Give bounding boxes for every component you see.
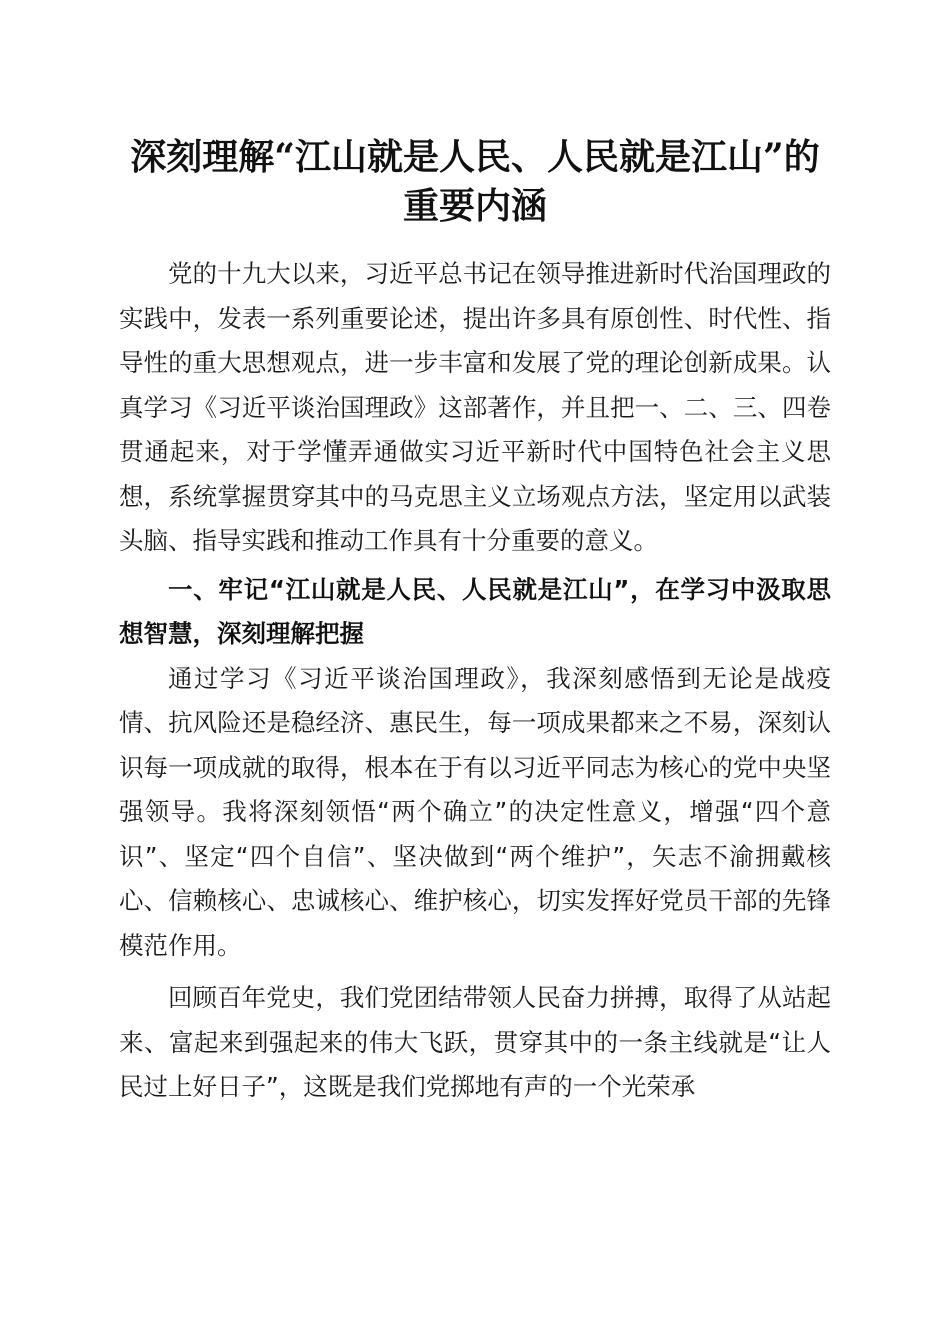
paragraph-intro: 党的十九大以来，习近平总书记在领导推进新时代治国理政的实践中，发表一系列重要论述，提出许多具有原创性、时代性、指导性的重大思想观点，进一步丰富和发展了党的理论创新成果。认真学习《习近平谈治国理政》这部著作，并且把一、二、三、四卷贯通起来，对于学懂弄通做实习近平新时代中国特色社会主义思想，系统掌握贯穿其中的马克思主义立场观点方法，坚定用以武装头脑、指导实践和推动工作具有十分重要的意义。 — [119, 259, 831, 555]
section-heading-1: 一、牢记“江山就是人民、人民就是江山”，在学习中汲取思想智慧，深刻理解把握 — [119, 574, 831, 648]
document-title — [100, 133, 850, 231]
paragraph-section-1-continued: 回顾百年党史，我们党团结带领人民奋力拼搏，取得了从站起来、富起来到强起来的伟大飞跃，贯穿其中的一条主线就是“让人民过上好日子”，这既是我们党掷地有声的一个光荣承 — [119, 983, 831, 1101]
title-line-1: 深刻理解“江山就是人民、人民就是江山”的 — [130, 136, 820, 178]
title-line-2: 重要内涵 — [402, 185, 547, 227]
paragraph-section-1: 通过学习《习近平谈治国理政》，我深刻感悟到无论是战疫情、抗风险还是稳经济、惠民生，每一项成果都来之不易，深刻认识每一项成就的取得，根本在于有以习近平同志为核心的党中央坚强领导。我将深刻领悟“两个确立”的决定性意义，增强“四个意识”、坚定“四个自信”、坚决做到“两个维护”，矢志不渝拥戴核心、信赖核心、忠诚核心、维护核心，切实发挥好党员干部的先锋模范作用。 — [119, 663, 831, 960]
document-body — [119, 252, 831, 1110]
